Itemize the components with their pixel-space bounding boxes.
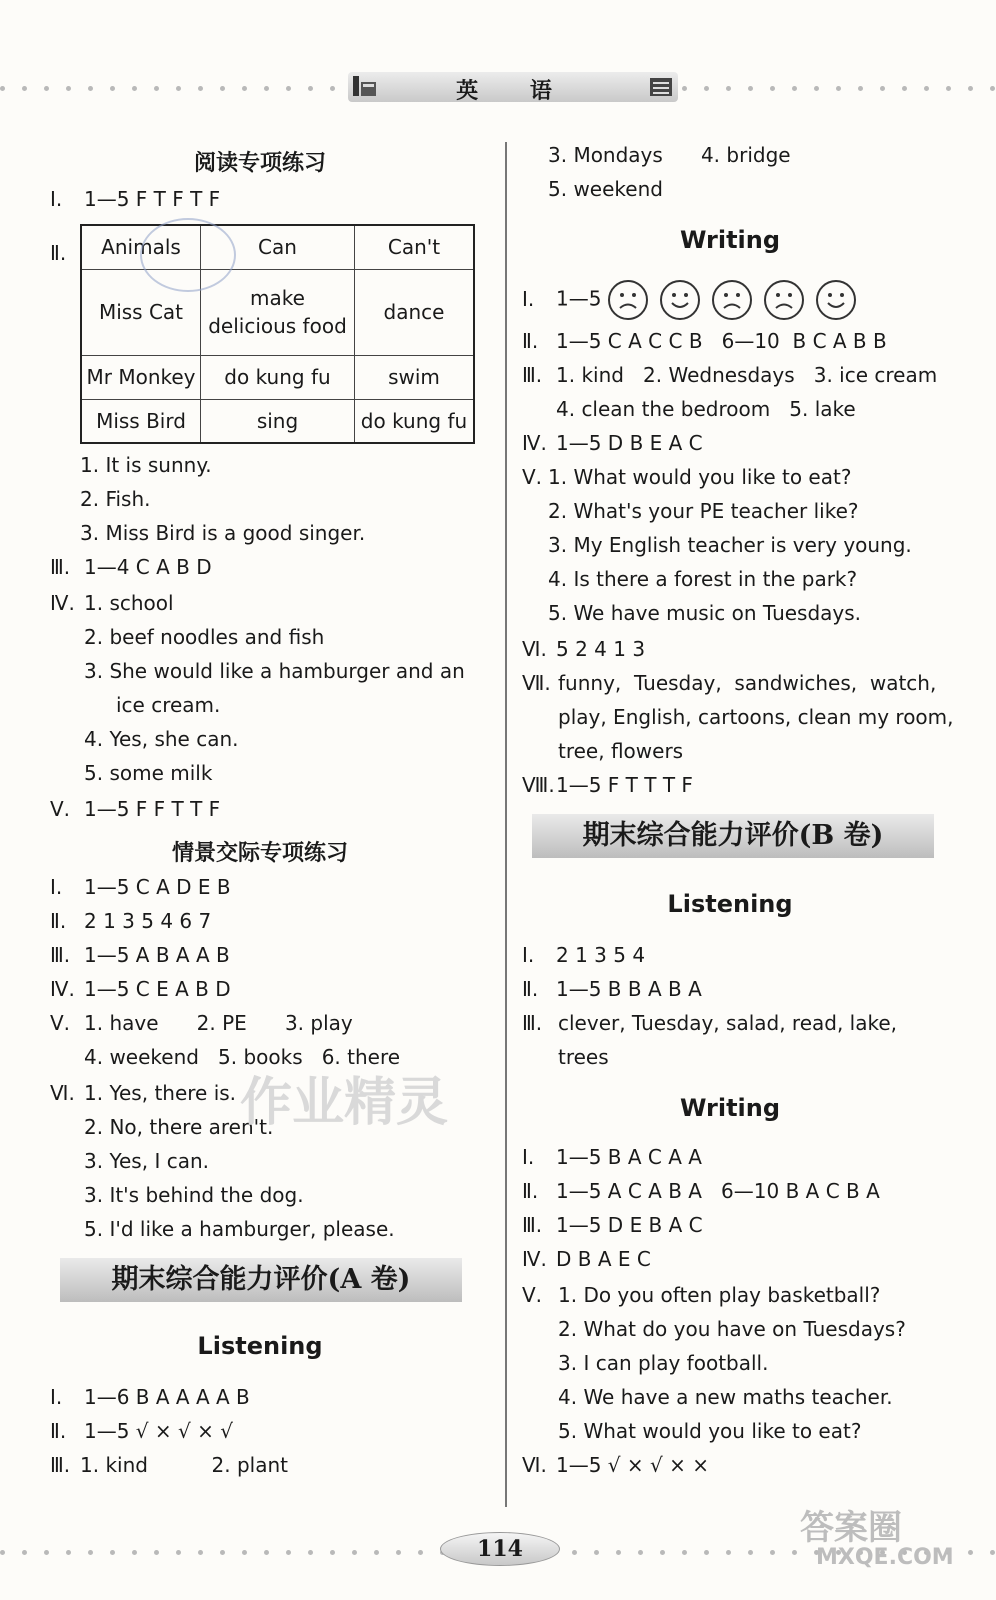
- watermark-logo: 答案圈: [800, 1508, 902, 1548]
- dot: [286, 1550, 291, 1555]
- answer-line: 1—5 √ × √ × √: [84, 1419, 233, 1443]
- dot: [660, 1550, 665, 1555]
- answer-line: 4. weekend 5. books 6. there: [84, 1045, 401, 1069]
- dot: [242, 1550, 247, 1555]
- dot: [682, 86, 687, 91]
- exam-a-title: 期末综合能力评价(A 卷): [111, 1264, 411, 1295]
- answer-line: 1—5 F T F T F: [84, 187, 221, 211]
- dot: [616, 1550, 621, 1555]
- dot: [836, 86, 841, 91]
- dot: [132, 86, 137, 91]
- library-stamp: [140, 218, 236, 292]
- table-cell: Mr Monkey: [81, 355, 201, 399]
- answer-line: 3. Yes, I can.: [84, 1149, 209, 1173]
- answer-line: 3. It's behind the dog.: [84, 1183, 304, 1207]
- dot: [264, 86, 269, 91]
- roman-3: Ⅲ.: [50, 555, 71, 579]
- dot: [0, 86, 5, 91]
- dot: [66, 86, 71, 91]
- answer-line: play, English, cartoons, clean my room,: [558, 705, 954, 729]
- roman-4: Ⅳ.: [50, 977, 75, 1001]
- answer-line: 1—5 A C A B A 6—10 B A C B A: [556, 1179, 880, 1203]
- answer-line: 1. kind 2. Wednesdays 3. ice cream: [556, 363, 938, 387]
- sad-face-icon: [764, 280, 804, 320]
- dot: [154, 86, 159, 91]
- roman-2: Ⅱ.: [522, 329, 539, 353]
- dot: [792, 86, 797, 91]
- page-icon: [650, 78, 672, 96]
- dot: [748, 86, 753, 91]
- dot: [110, 1550, 115, 1555]
- dot: [220, 86, 225, 91]
- table-cell: make delicious food: [201, 269, 355, 355]
- answer-line: 5. What would you like to eat?: [558, 1419, 862, 1443]
- dot: [44, 1550, 49, 1555]
- table-cell: sing: [201, 399, 355, 443]
- roman-1: Ⅰ.: [50, 1385, 63, 1409]
- answer-line: trees: [558, 1045, 609, 1069]
- answer-line: 1—5 C E A B D: [84, 977, 231, 1001]
- dot: [880, 86, 885, 91]
- answer-line: 1—6 B A A A A B: [84, 1385, 250, 1409]
- watermark-stamp: 作业精灵: [240, 1072, 449, 1133]
- dot: [704, 1550, 709, 1555]
- dot: [726, 86, 731, 91]
- answer-line: 2. beef noodles and fish: [84, 625, 325, 649]
- answer-line: 4. We have a new maths teacher.: [558, 1385, 893, 1409]
- dot: [22, 1550, 27, 1555]
- table-cell: Miss Cat: [81, 269, 201, 355]
- roman-4: Ⅳ.: [522, 1247, 547, 1271]
- dot: [792, 1550, 797, 1555]
- roman-1: Ⅰ.: [522, 1145, 535, 1169]
- dot: [990, 1550, 995, 1555]
- roman-5: Ⅴ.: [522, 465, 543, 489]
- answer-line: 1. What would you like to eat?: [548, 465, 852, 489]
- answer-line: 1—5 √ × √ × ×: [556, 1453, 709, 1477]
- answer-line: [556, 280, 868, 320]
- reading-section-title: 阅读专项练习: [193, 151, 326, 176]
- answer-line: 1. Do you often play basketball?: [558, 1283, 881, 1307]
- answer-line: 4. clean the bedroom 5. lake: [556, 397, 856, 421]
- dot: [286, 86, 291, 91]
- roman-1: Ⅰ.: [50, 875, 63, 899]
- roman-2: Ⅱ.: [522, 977, 539, 1001]
- table-header: Can: [201, 225, 355, 269]
- dot: [198, 1550, 203, 1555]
- answer-line: 5. weekend: [548, 177, 663, 201]
- column-divider: [505, 142, 507, 1507]
- answer-line: 2. What do you have on Tuesdays?: [558, 1317, 906, 1341]
- answer-line: 5. I'd like a hamburger, please.: [84, 1217, 395, 1241]
- roman-4: Ⅳ.: [50, 591, 75, 615]
- answer-line: 1—5 F T T T F: [556, 773, 693, 797]
- table-cell: do kung fu: [355, 399, 475, 443]
- dot: [44, 86, 49, 91]
- answer-line: 1—5 D E B A C: [556, 1213, 703, 1237]
- answer-line: 4. Is there a forest in the park?: [548, 567, 858, 591]
- dot: [726, 1550, 731, 1555]
- answer-line: 1—5 A B A A B: [84, 943, 230, 967]
- roman-2: Ⅱ.: [522, 1179, 539, 1203]
- answer-line: 2. Fish.: [80, 487, 151, 511]
- answer-line: 1—5 B A C A A: [556, 1145, 702, 1169]
- answer-line: 1. school: [84, 591, 174, 615]
- dot: [0, 1550, 5, 1555]
- listening-heading: Listening: [667, 890, 793, 918]
- roman-7: Ⅶ.: [522, 671, 551, 695]
- dot: [132, 1550, 137, 1555]
- table-cell: Miss Bird: [81, 399, 201, 443]
- dot: [308, 86, 313, 91]
- dot: [770, 1550, 775, 1555]
- table-cell: dance: [355, 269, 475, 355]
- roman-6: Ⅵ.: [522, 637, 547, 661]
- dot: [418, 1550, 423, 1555]
- answer-line: funny, Tuesday, sandwiches, watch,: [558, 671, 937, 695]
- answer-line: 1. Yes, there is.: [84, 1081, 237, 1105]
- dot: [88, 86, 93, 91]
- dot: [242, 86, 247, 91]
- dot: [770, 86, 775, 91]
- dot: [308, 1550, 313, 1555]
- answer-line: 1. kind 2. plant: [80, 1453, 288, 1477]
- answer-line: 5. We have music on Tuesdays.: [548, 601, 862, 625]
- dot: [968, 1550, 973, 1555]
- answer-line: clever, Tuesday, salad, read, lake,: [558, 1011, 898, 1035]
- answer-line: 3. Miss Bird is a good singer.: [80, 521, 366, 545]
- situational-section-title: 情景交际专项练习: [171, 841, 348, 866]
- dot: [704, 86, 709, 91]
- book-icon: [352, 74, 378, 98]
- roman-4: Ⅳ.: [522, 431, 547, 455]
- table-header: Can't: [355, 225, 475, 269]
- answer-line: 3. Mondays 4. bridge: [548, 143, 791, 167]
- answer-line: 3. My English teacher is very young.: [548, 533, 912, 557]
- dot: [374, 1550, 379, 1555]
- dot: [264, 1550, 269, 1555]
- answer-line: 3. She would like a hamburger and an: [84, 659, 465, 683]
- roman-2: Ⅱ.: [50, 1419, 67, 1443]
- roman-1: Ⅰ.: [522, 943, 535, 967]
- dot: [814, 86, 819, 91]
- roman-1: Ⅰ.: [50, 187, 63, 211]
- answer-line: 5. some milk: [84, 761, 213, 785]
- dot: [66, 1550, 71, 1555]
- dot: [330, 1550, 335, 1555]
- dot: [924, 86, 929, 91]
- exam-a-banner: [60, 1258, 462, 1302]
- dot: [902, 86, 907, 91]
- dot: [176, 1550, 181, 1555]
- answer-line: 1—5 B B A B A: [556, 977, 702, 1001]
- roman-5: Ⅴ.: [50, 1011, 71, 1035]
- answer-line: 5 2 4 1 3: [556, 637, 646, 661]
- dot: [858, 86, 863, 91]
- answer-line: 1. It is sunny.: [80, 453, 212, 477]
- roman-2: Ⅱ.: [50, 241, 67, 265]
- roman-5: Ⅴ.: [50, 797, 71, 821]
- answer-line: 1. have 2. PE 3. play: [84, 1011, 353, 1035]
- answer-line: D B A E C: [556, 1247, 651, 1271]
- answer-line: 2. What's your PE teacher like?: [548, 499, 859, 523]
- page-number: 114: [440, 1532, 560, 1566]
- roman-1: Ⅰ.: [522, 287, 535, 311]
- subject-title: 英 语: [456, 79, 574, 104]
- exam-b-banner: [532, 814, 934, 858]
- answer-line: 1—5 F F T T F: [84, 797, 221, 821]
- roman-3: Ⅲ.: [50, 1453, 71, 1477]
- roman-5: Ⅴ.: [522, 1283, 543, 1307]
- dot: [946, 86, 951, 91]
- roman-8: Ⅷ.: [522, 773, 555, 797]
- table-cell: swim: [355, 355, 475, 399]
- dot: [330, 86, 335, 91]
- answer-line: tree, flowers: [558, 739, 684, 763]
- dot: [88, 1550, 93, 1555]
- roman-3: Ⅲ.: [522, 363, 543, 387]
- answer-line: 2. No, there aren't.: [84, 1115, 274, 1139]
- dot: [638, 1550, 643, 1555]
- dot: [396, 1550, 401, 1555]
- dot: [110, 86, 115, 91]
- writing-heading: Writing: [679, 226, 781, 254]
- answer-line: 4. Yes, she can.: [84, 727, 239, 751]
- roman-6: Ⅵ.: [50, 1081, 75, 1105]
- dot: [968, 86, 973, 91]
- happy-face-icon: [660, 280, 700, 320]
- table-cell: do kung fu: [201, 355, 355, 399]
- answer-line: 1—5 C A C C B 6—10 B C A B B: [556, 329, 887, 353]
- dot: [748, 1550, 753, 1555]
- dot: [990, 86, 995, 91]
- dot: [154, 1550, 159, 1555]
- answer-line: 1—5 C A D E B: [84, 875, 231, 899]
- roman-3: Ⅲ.: [522, 1213, 543, 1237]
- answer-line: 2 1 3 5 4: [556, 943, 646, 967]
- dot: [572, 1550, 577, 1555]
- answer-line: 3. I can play football.: [558, 1351, 769, 1375]
- dot: [352, 1550, 357, 1555]
- sad-face-icon: [712, 280, 752, 320]
- dot: [682, 1550, 687, 1555]
- dot: [176, 86, 181, 91]
- roman-2: Ⅱ.: [50, 909, 67, 933]
- table-header: Animals: [81, 225, 201, 269]
- roman-3: Ⅲ.: [50, 943, 71, 967]
- dot: [22, 86, 27, 91]
- faces-range: 1—5: [556, 286, 602, 311]
- watermark-url: MXQE.COM: [816, 1545, 954, 1570]
- roman-3: Ⅲ.: [522, 1011, 543, 1035]
- roman-6: Ⅵ.: [522, 1453, 547, 1477]
- faces-row: [608, 287, 868, 311]
- dot: [220, 1550, 225, 1555]
- writing-heading: Writing: [679, 1094, 781, 1122]
- dot: [594, 1550, 599, 1555]
- answer-line: 1—5 D B E A C: [556, 431, 703, 455]
- answer-line: 2 1 3 5 4 6 7: [84, 909, 212, 933]
- answer-line: 1—4 C A B D: [84, 555, 212, 579]
- answer-line: ice cream.: [116, 693, 221, 717]
- dot: [198, 86, 203, 91]
- sad-face-icon: [608, 280, 648, 320]
- exam-b-title: 期末综合能力评价(B 卷): [582, 820, 884, 851]
- happy-face-icon: [816, 280, 856, 320]
- listening-heading: Listening: [197, 1332, 323, 1360]
